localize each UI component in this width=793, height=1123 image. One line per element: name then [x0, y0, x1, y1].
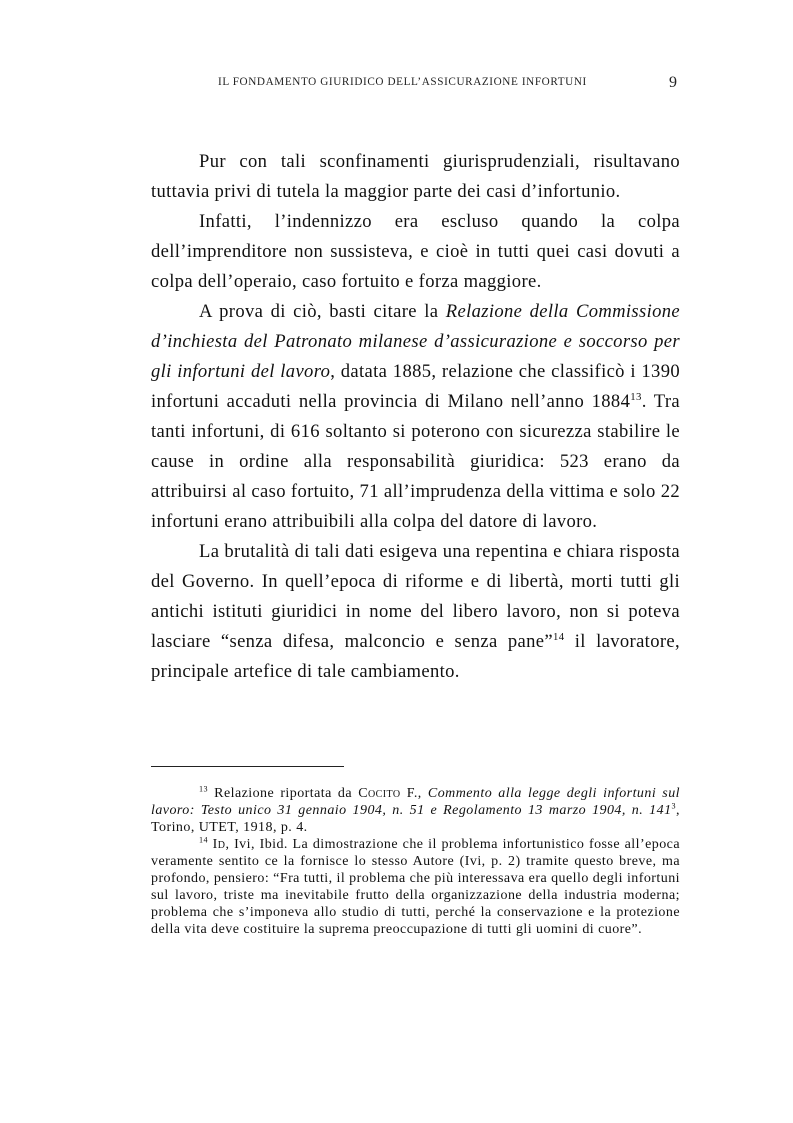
footnote-separator: [151, 766, 344, 767]
fn13-author: Cocito: [358, 786, 401, 801]
footnote-ref-13[interactable]: 13: [630, 390, 642, 403]
fn13-pre: Relazione riportata da: [208, 786, 359, 801]
p3-intro: A prova di ciò, basti citare la: [199, 301, 446, 322]
fn13-title: Commento alla legge degli infortuni sul lavoro: Testo unico 31 gennaio 1904, n. 51 e Regolamento 13 marzo 1904, n. 141: [151, 786, 680, 818]
fn13-author-initial: F.,: [400, 786, 428, 801]
p4-rest: il lavoratore, principale artefice di tale cambiamento.: [151, 631, 680, 682]
report-title: Relazione della Commissione d’inchiesta del Patronato milanese d’assicurazione e soccorso per gli infortuni del lavoro: [151, 301, 681, 382]
fn13-edition: 3: [671, 801, 677, 811]
footnote-13: [151, 785, 680, 836]
p3-rest: . Tra tanti infortuni, di 616 soltanto si poterono con sicurezza stabilire le cause in ordine alla responsabilità giuridica: 523 erano da attribuirsi al caso fortuito, 71 all’imprudenza della vittima e solo 22 infortuni erano attribuibili alla colpa del datore di lavoro.: [151, 391, 681, 532]
page-number: 9: [669, 74, 677, 91]
body-text: [151, 147, 680, 687]
paragraph-1: Pur con tali sconfinamenti giurisprudenziali, risultavano tuttavia privi di tutela la maggior parte dei casi d’infortunio.: [151, 151, 680, 202]
fn13-post: , Torino, UTET, 1918, p. 4.: [151, 803, 680, 835]
paragraph-4: [151, 537, 680, 687]
running-title: IL FONDAMENTO GIURIDICO DELL’ASSICURAZIONE INFORTUNI: [218, 76, 587, 88]
footnotes: [151, 785, 680, 938]
paragraph-2: Infatti, l’indennizzo era escluso quando la colpa dell’imprenditore non sussisteva, e cioè in tutti quei casi dovuti a colpa dell’operaio, caso fortuito e forza maggiore.: [151, 211, 680, 292]
footnote-14: [151, 836, 680, 938]
paragraph-3: [151, 297, 680, 537]
fn14-text: , Ivi, Ibid. La dimostrazione che il problema infortunistico fosse all’epoca veramente sentito ce la fornisce lo stesso Autore (Ivi, p. 2) tramite questo breve, ma profondo, pensiero: “Fra tutti, il problema che più interessava era quello degli infortuni sul lavoro, triste ma inevitabile frutto della organizzazione della industria moderna; problema che s’imponeva allo studio di tutti, perché la conservazione e la protezione della vita deve costituire la suprema preoccupazione di tutti gli uomini di cuore”.: [151, 837, 680, 937]
fn14-author: Id: [212, 837, 226, 852]
p4-text: La brutalità di tali dati esigeva una repentina e chiara risposta del Governo. In quell’epoca di riforme e di libertà, morti tutti gli antichi istituti giuridici in nome del libero lavoro, non si poteva lasciare “senza difesa, malconcio e senza pane”: [151, 541, 680, 652]
footnote-ref-14[interactable]: 14: [552, 630, 565, 643]
footnote-number-13: 13: [199, 784, 209, 794]
p3-middle: , datata 1885, relazione che classificò i 1390 infortuni accaduti nella provincia di Milano nell’anno 1884: [151, 361, 681, 412]
footnote-number-14: 14: [199, 835, 209, 845]
